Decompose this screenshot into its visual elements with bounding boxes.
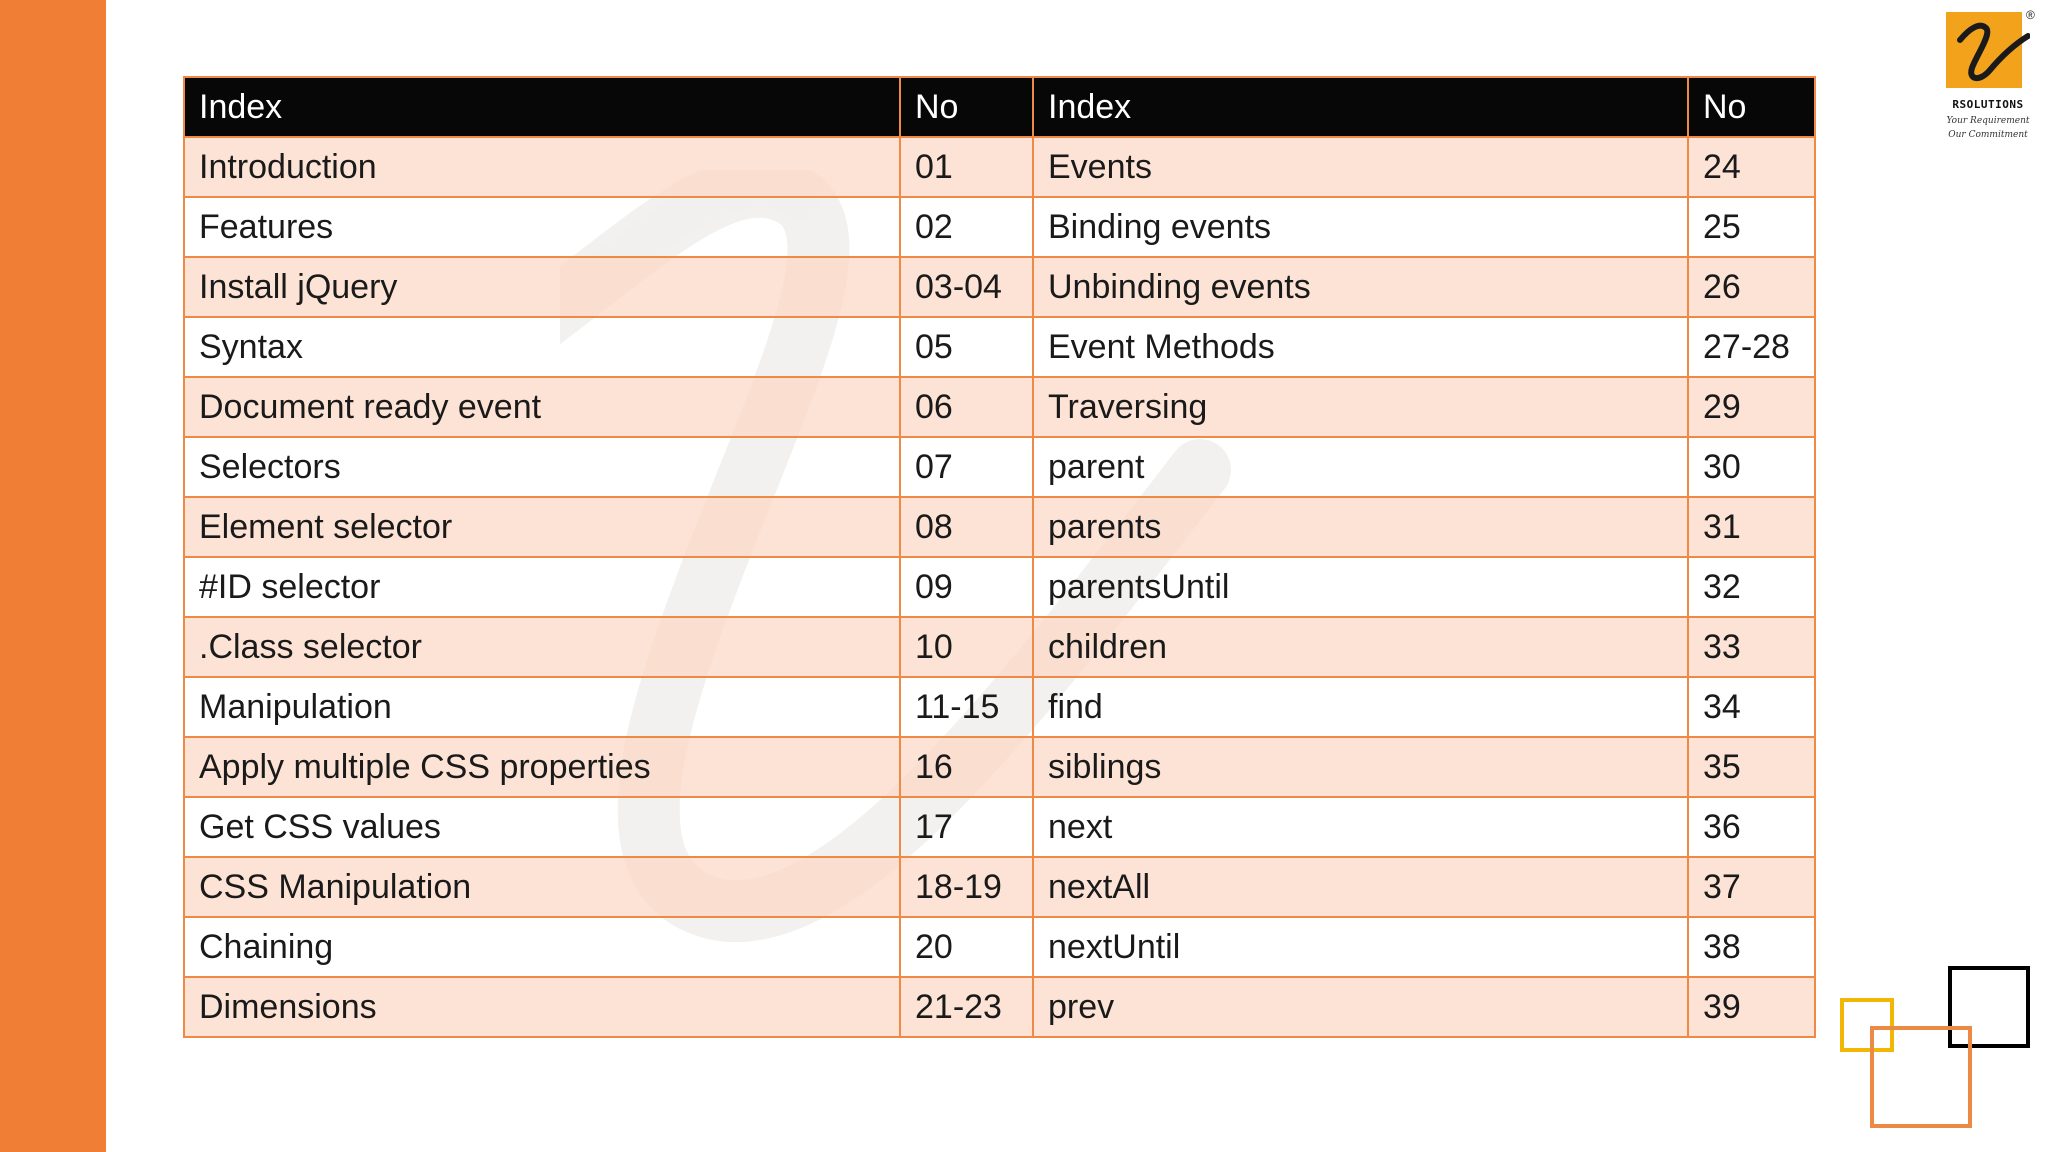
topic-cell: Chaining xyxy=(184,917,900,977)
topic-cell: Element selector xyxy=(184,497,900,557)
topic-cell: .Class selector xyxy=(184,617,900,677)
contents-table xyxy=(183,76,1816,1038)
header-no-left: No xyxy=(900,77,1033,137)
page-cell: 33 xyxy=(1688,617,1815,677)
page-cell: 18-19 xyxy=(900,857,1033,917)
topic-cell: parent xyxy=(1033,437,1688,497)
page-cell: 38 xyxy=(1688,917,1815,977)
table-row xyxy=(184,977,1815,1037)
page-cell: 01 xyxy=(900,137,1033,197)
logo-name: RSOLUTIONS xyxy=(1952,98,2024,111)
table-row xyxy=(184,257,1815,317)
topic-cell: Get CSS values xyxy=(184,797,900,857)
page-cell: 06 xyxy=(900,377,1033,437)
topic-cell: Unbinding events xyxy=(1033,257,1688,317)
table-row xyxy=(184,917,1815,977)
page-cell: 03-04 xyxy=(900,257,1033,317)
page-cell: 36 xyxy=(1688,797,1815,857)
topic-cell: Install jQuery xyxy=(184,257,900,317)
page-cell: 35 xyxy=(1688,737,1815,797)
topic-cell: Dimensions xyxy=(184,977,900,1037)
company-logo xyxy=(1944,8,2040,148)
topic-cell: #ID selector xyxy=(184,557,900,617)
topic-cell: Binding events xyxy=(1033,197,1688,257)
registered-mark: ® xyxy=(2026,8,2035,22)
topic-cell: nextAll xyxy=(1033,857,1688,917)
table-row xyxy=(184,137,1815,197)
table-row xyxy=(184,377,1815,437)
table-header-row xyxy=(184,77,1815,137)
header-index-right: Index xyxy=(1033,77,1688,137)
page-cell: 29 xyxy=(1688,377,1815,437)
page-cell: 08 xyxy=(900,497,1033,557)
topic-cell: Selectors xyxy=(184,437,900,497)
topic-cell: Syntax xyxy=(184,317,900,377)
topic-cell: Manipulation xyxy=(184,677,900,737)
page-cell: 02 xyxy=(900,197,1033,257)
topic-cell: children xyxy=(1033,617,1688,677)
topic-cell: Apply multiple CSS properties xyxy=(184,737,900,797)
page-cell: 09 xyxy=(900,557,1033,617)
table-row xyxy=(184,857,1815,917)
page-cell: 26 xyxy=(1688,257,1815,317)
topic-cell: parentsUntil xyxy=(1033,557,1688,617)
topic-cell: Traversing xyxy=(1033,377,1688,437)
table-row xyxy=(184,797,1815,857)
topic-cell: Event Methods xyxy=(1033,317,1688,377)
topic-cell: find xyxy=(1033,677,1688,737)
table-row xyxy=(184,197,1815,257)
page-cell: 37 xyxy=(1688,857,1815,917)
topic-cell: next xyxy=(1033,797,1688,857)
page-cell: 31 xyxy=(1688,497,1815,557)
page-cell: 24 xyxy=(1688,137,1815,197)
topic-cell: prev xyxy=(1033,977,1688,1037)
page-cell: 07 xyxy=(900,437,1033,497)
table-row xyxy=(184,317,1815,377)
left-accent-bar xyxy=(0,0,106,1152)
topic-cell: Features xyxy=(184,197,900,257)
black-square xyxy=(1950,968,2028,1046)
table-row xyxy=(184,737,1815,797)
orange-square xyxy=(1872,1028,1970,1126)
page-cell: 34 xyxy=(1688,677,1815,737)
topic-cell: Events xyxy=(1033,137,1688,197)
page-cell: 05 xyxy=(900,317,1033,377)
page-cell: 27-28 xyxy=(1688,317,1815,377)
table-row xyxy=(184,677,1815,737)
page-cell: 10 xyxy=(900,617,1033,677)
logo-tagline-1: Your Requirement xyxy=(1946,116,2030,126)
topic-cell: Introduction xyxy=(184,137,900,197)
page-cell: 39 xyxy=(1688,977,1815,1037)
table-row xyxy=(184,617,1815,677)
yellow-square xyxy=(1842,1000,1892,1050)
topic-cell: Document ready event xyxy=(184,377,900,437)
logo-mark-icon xyxy=(1946,12,2030,92)
topic-cell: CSS Manipulation xyxy=(184,857,900,917)
logo-tagline-2: Our Commitment xyxy=(1948,130,2028,140)
topic-cell: siblings xyxy=(1033,737,1688,797)
topic-cell: parents xyxy=(1033,497,1688,557)
page-cell: 20 xyxy=(900,917,1033,977)
page-cell: 21-23 xyxy=(900,977,1033,1037)
header-no-right: No xyxy=(1688,77,1815,137)
page-cell: 25 xyxy=(1688,197,1815,257)
table-row xyxy=(184,557,1815,617)
page-cell: 30 xyxy=(1688,437,1815,497)
page-cell: 32 xyxy=(1688,557,1815,617)
header-index-left: Index xyxy=(184,77,900,137)
page-cell: 11-15 xyxy=(900,677,1033,737)
page-cell: 17 xyxy=(900,797,1033,857)
decorative-squares-icon xyxy=(1830,960,2048,1152)
table-row xyxy=(184,437,1815,497)
topic-cell: nextUntil xyxy=(1033,917,1688,977)
page-cell: 16 xyxy=(900,737,1033,797)
table-row xyxy=(184,497,1815,557)
